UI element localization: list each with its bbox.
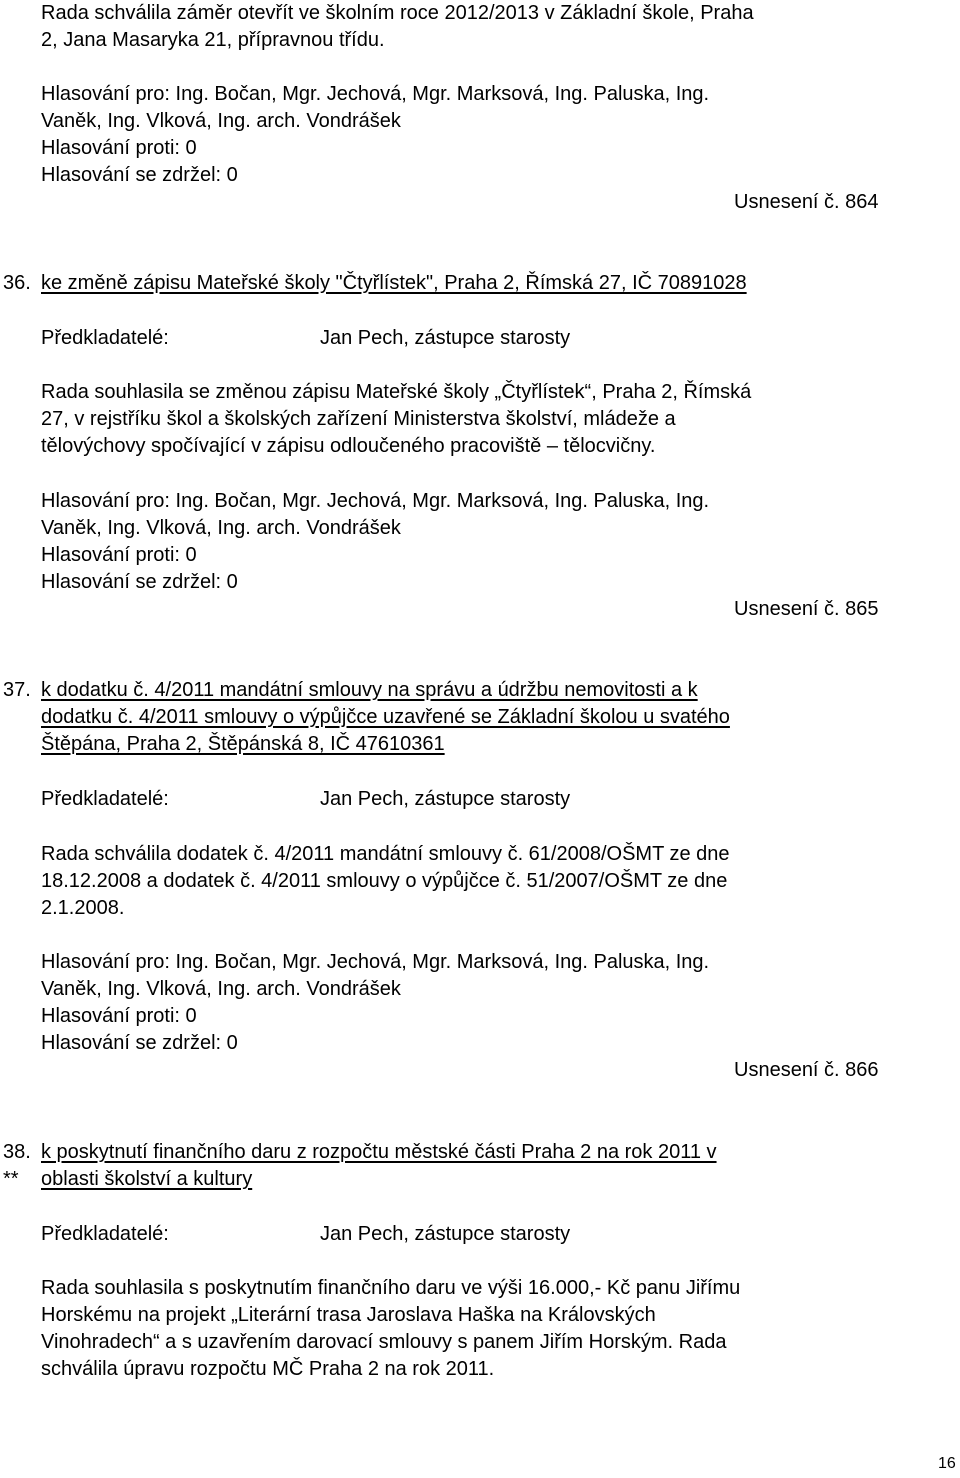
paragraph-line: Rada souhlasila se změnou zápisu Mateřské školy „Čtyřlístek“, Praha 2, Římská xyxy=(41,381,752,403)
item-title: dodatku č. 4/2011 smlouvy o výpůjčce uzavřené se Základní školou u svatého xyxy=(41,706,730,728)
vote-against-line: Hlasování proti: 0 xyxy=(41,544,197,566)
paragraph-line: 18.12.2008 a dodatek č. 4/2011 smlouvy o výpůjčce č. 51/2007/OŠMT ze dne xyxy=(41,870,728,892)
resolution-number: Usnesení č. 864 xyxy=(734,191,879,213)
item-number: 38. xyxy=(3,1141,31,1163)
paragraph-line: tělovýchovy spočívající v zápisu odloučeného pracoviště – tělocvičny. xyxy=(41,435,656,457)
vote-against-line: Hlasování proti: 0 xyxy=(41,137,197,159)
paragraph-line: Rada souhlasila s poskytnutím finančního daru ve výši 16.000,- Kč panu Jiřímu xyxy=(41,1277,741,1299)
vote-for-line: Hlasování pro: Ing. Bočan, Mgr. Jechová, Mgr. Marksová, Ing. Paluska, Ing. xyxy=(41,951,710,973)
vote-for-line: Hlasování pro: Ing. Bočan, Mgr. Jechová, Mgr. Marksová, Ing. Paluska, Ing. xyxy=(41,490,710,512)
paragraph-line: 27, v rejstříku škol a školských zařízení Ministerstva školství, mládeže a xyxy=(41,408,676,430)
item-title: k poskytnutí finančního daru z rozpočtu městské části Praha 2 na rok 2011 v xyxy=(41,1141,717,1163)
vote-against-line: Hlasování proti: 0 xyxy=(41,1005,197,1027)
item-title: ke změně zápisu Mateřské školy "Čtyřlístek", Praha 2, Římská 27, IČ 70891028 xyxy=(41,272,747,294)
paragraph-line: 2, Jana Masaryka 21, přípravnou třídu. xyxy=(41,29,385,51)
vote-for-line: Hlasování pro: Ing. Bočan, Mgr. Jechová, Mgr. Marksová, Ing. Paluska, Ing. xyxy=(41,83,710,105)
item-title: oblasti školství a kultury xyxy=(41,1168,253,1190)
presenter-name: Jan Pech, zástupce starosty xyxy=(320,327,571,349)
paragraph-line: schválila úpravu rozpočtu MČ Praha 2 na rok 2011. xyxy=(41,1358,495,1380)
vote-abstain-line: Hlasování se zdržel: 0 xyxy=(41,164,238,186)
item-title: Štěpána, Praha 2, Štěpánská 8, IČ 47610361 xyxy=(41,733,445,755)
presenters-label: Předkladatelé: xyxy=(41,1223,169,1245)
presenter-name: Jan Pech, zástupce starosty xyxy=(320,788,571,810)
item-title: k dodatku č. 4/2011 mandátní smlouvy na správu a údržbu nemovitosti a k xyxy=(41,679,698,701)
vote-abstain-line: Hlasování se zdržel: 0 xyxy=(41,571,238,593)
resolution-number: Usnesení č. 866 xyxy=(734,1059,879,1081)
paragraph-line: Horskému na projekt „Literární trasa Jaroslava Haška na Královských xyxy=(41,1304,656,1326)
paragraph-line: Rada schválila záměr otevřít ve školním roce 2012/2013 v Základní škole, Praha xyxy=(41,2,754,24)
page-number: 16 xyxy=(938,1455,956,1472)
item-number: 36. xyxy=(3,272,31,294)
item-marker: ** xyxy=(3,1168,19,1190)
presenter-name: Jan Pech, zástupce starosty xyxy=(320,1223,571,1245)
paragraph-line: Vinohradech“ a s uzavřením darovací smlouvy s panem Jiřím Horským. Rada xyxy=(41,1331,727,1353)
vote-abstain-line: Hlasování se zdržel: 0 xyxy=(41,1032,238,1054)
vote-for-line: Vaněk, Ing. Vlková, Ing. arch. Vondrášek xyxy=(41,978,401,1000)
paragraph-line: 2.1.2008. xyxy=(41,897,125,919)
resolution-number: Usnesení č. 865 xyxy=(734,598,879,620)
presenters-label: Předkladatelé: xyxy=(41,788,169,810)
vote-for-line: Vaněk, Ing. Vlková, Ing. arch. Vondrášek xyxy=(41,110,401,132)
item-number: 37. xyxy=(3,679,31,701)
paragraph-line: Rada schválila dodatek č. 4/2011 mandátní smlouvy č. 61/2008/OŠMT ze dne xyxy=(41,843,730,865)
presenters-label: Předkladatelé: xyxy=(41,327,169,349)
vote-for-line: Vaněk, Ing. Vlková, Ing. arch. Vondrášek xyxy=(41,517,401,539)
